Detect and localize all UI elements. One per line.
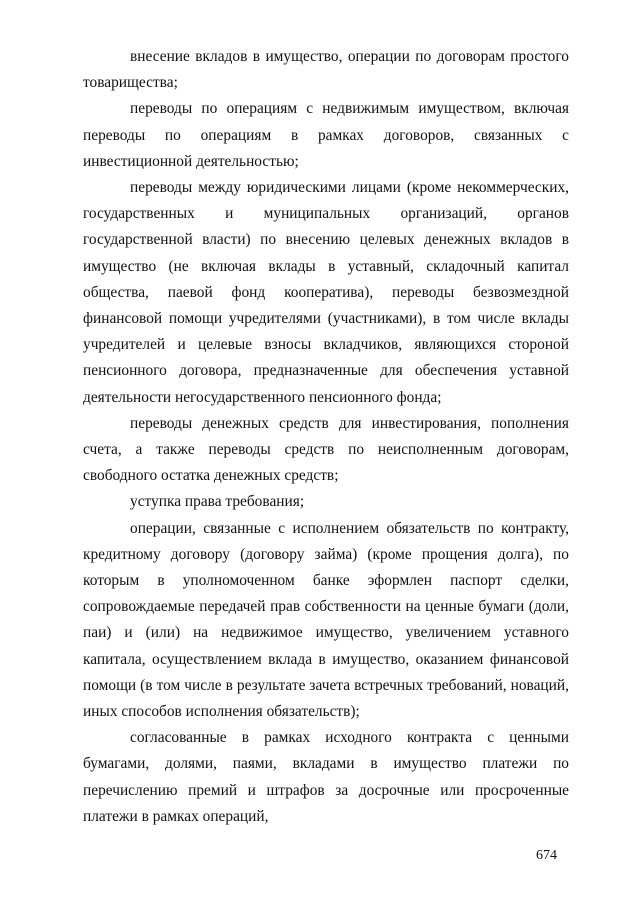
paragraph-investment-transfers: переводы денежных средств для инвестирования, пополнения счета, а также переводы средств по неисполненным договорам, свободного остатка денежных средств; (83, 414, 569, 485)
paragraph-contract-obligations: операции, связанные с исполнением обязательств по контракту, кредитному договору (договору займа) (кроме прощения долга), по которым в уполномоченном банке эформлен паспорт сделки, сопровождаемые передачей прав собственности на ценные бумаги (доли, паи) и (или) на недвижимое имущество, увеличением уставного капитала, осуществлением вклада в имущество, оказанием финансовой помощи (в том числе в результате зачета встречных требований, новаций, иных способов исполнения обязательств); (83, 519, 569, 721)
page-number: 674 (536, 848, 557, 863)
paragraph-assignment-of-claim: уступка права требования; (130, 493, 305, 511)
paragraph-legal-entity-transfers: переводы между юридическими лицами (кроме некоммерческих, государственных и муниципальных организаций, органов государственной власти) по внесению целевых денежных вкладов в имущество (не включая вклады в уставный, складочный капитал общества, паевой фонд кооператива), переводы безвозмездной финансовой помощи учредителями (участниками), в том числе вклады учредителей и целевые взносы вкладчиков, являющихся стороной пенсионного договора, предназначенные для обеспечения уставной деятельности негосударственного пенсионного фонда; (83, 179, 569, 406)
paragraph-real-estate-transfers: переводы по операциям с недвижимым имуществом, включая переводы по операциям в рамках договоров, связанных с инвестиционной деятельностью; (83, 100, 569, 170)
paragraph-agreed-payments: согласованные в рамках исходного контракта с ценными бумагами, долями, паями, вкладами в имущество платежи по перечислению премий и штрафов за досрочные или просроченные платежи в рамках операций, (83, 729, 569, 825)
body-text (83, 44, 569, 830)
paragraph-deposits-partnership: внесение вкладов в имущество, операции по договорам простого товарищества; (83, 48, 569, 92)
